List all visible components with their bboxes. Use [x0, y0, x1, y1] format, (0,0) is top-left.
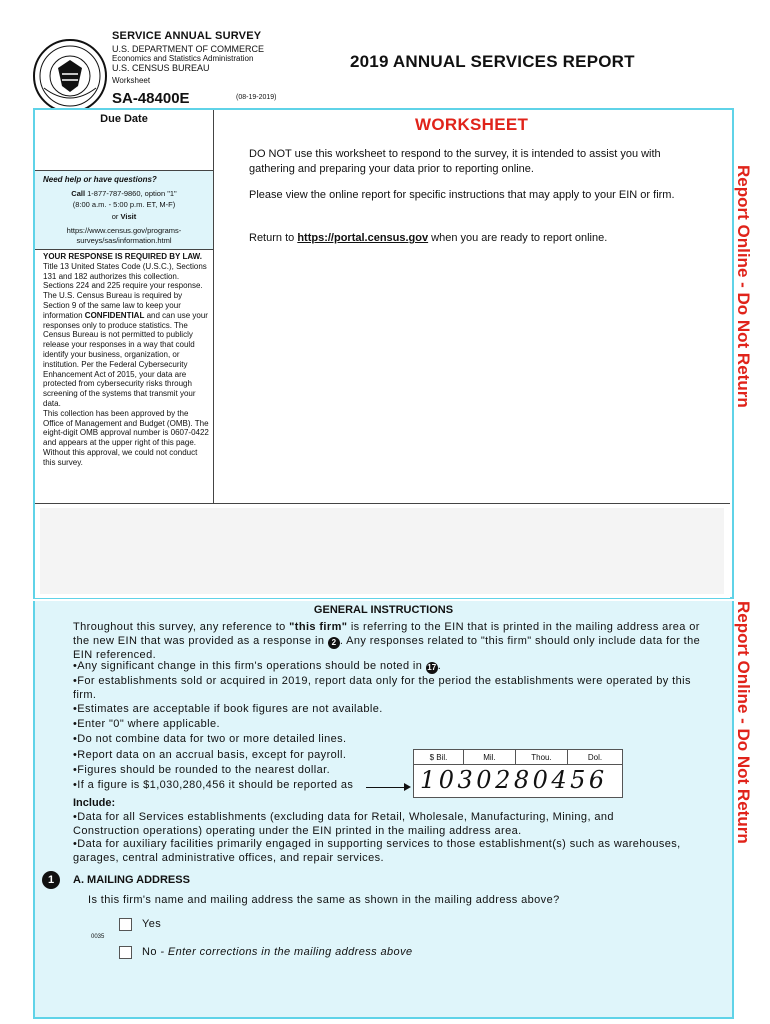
- or-text: or: [111, 212, 119, 221]
- help-url-line2: surveys/sas/information.html: [76, 236, 172, 245]
- worksheet-notice-1: DO NOT use this worksheet to respond to the survey, it is intended to assist you with gathering and preparing your data prior to reporting online.: [249, 148, 661, 175]
- bullet-sold-acquired: •For establishments sold or acquired in 2019, report data only for the period the establishments were operated by this firm.: [73, 675, 691, 701]
- mailing-address-question: Is this firm's name and mailing address the same as shown in the mailing address above?: [88, 894, 560, 906]
- revision-date: (08-19-2019): [236, 94, 277, 101]
- return-text-end: when you are ready to report online.: [428, 232, 608, 244]
- worksheet-label: Worksheet: [112, 76, 151, 85]
- visit-label: Visit: [120, 212, 137, 221]
- intro-text-2: is referring to the EIN that is printed in the mailing address area or the new EIN that was provided as a response in: [73, 621, 700, 647]
- return-text: Return to: [249, 232, 298, 244]
- bullet-change-text: •Any significant change in this firm's operations should be noted in: [73, 660, 426, 672]
- bullet-figure-example: •If a figure is $1,030,280,456 it should be reported as: [73, 779, 354, 791]
- report-title: 2019 ANNUAL SERVICES REPORT: [350, 52, 635, 71]
- worksheet-notice-2: Please view the online report for specific instructions that may apply to your EIN or firm.: [249, 189, 675, 201]
- intro-this-firm: "this firm": [289, 621, 348, 633]
- yes-checkbox[interactable]: [119, 918, 132, 931]
- help-url[interactable]: [35, 226, 213, 246]
- legal-text-3: This collection has been approved by the Office of Management and Budget (OMB). The eight-digit OMB approval number is 0607-0422 and appears at the upper right of this page. Without this approval, we could not conduct this survey.: [43, 408, 209, 467]
- bullet-accrual: •Report data on an accrual basis, except for payroll.: [73, 749, 347, 761]
- general-instructions-title: GENERAL INSTRUCTIONS: [313, 604, 454, 616]
- worksheet-title: WORKSHEET: [415, 115, 529, 134]
- worksheet-notice-3: [249, 231, 689, 246]
- help-url-line1: https://www.census.gov/programs-: [66, 226, 182, 235]
- department-seal-logo: [32, 38, 108, 114]
- instructions-intro: [73, 621, 713, 662]
- intro-text-1: Throughout this survey, any reference to: [73, 621, 290, 633]
- legal-required: YOUR RESPONSE IS REQUIRED BY LAW.: [43, 252, 202, 261]
- help-call-line: [35, 189, 213, 198]
- amount-header-thou: Thou.: [516, 750, 568, 765]
- portal-link[interactable]: https://portal.census.gov: [297, 232, 429, 244]
- form-number: SA-48400E: [112, 90, 190, 107]
- no-checkbox[interactable]: [119, 946, 132, 959]
- amount-header-dol: Dol.: [568, 750, 622, 765]
- legal-notice: [43, 252, 211, 468]
- due-date-label: Due Date: [100, 113, 148, 125]
- help-visit-line: [35, 212, 213, 221]
- legal-text-2: and can use your responses only to produce statistics. The Census Bureau is not permitted to publicly release your responses in a way that could identify your business, organization, or institution. Per the Federal Cybersecurity Enhancement Act of 2015, your data are protected from cybersecurity risks through screening of the systems that transmit your data.: [43, 310, 208, 408]
- help-hours: (8:00 a.m. - 5:00 p.m. ET, M-F): [72, 200, 176, 209]
- amount-example-box: [413, 749, 623, 798]
- bullet-round: •Figures should be rounded to the nearest dollar.: [73, 764, 331, 776]
- help-box: [35, 170, 213, 250]
- item-17-badge-icon: 17: [427, 663, 437, 672]
- call-label: Call: [71, 189, 86, 198]
- mailing-address-box: [40, 508, 724, 594]
- administration-name: Economics and Statistics Administration: [112, 54, 254, 63]
- bullet-estimates: •Estimates are acceptable if book figures are not available.: [73, 703, 383, 715]
- include-label: Include:: [73, 797, 116, 809]
- no-note: - Enter corrections in the mailing address above: [156, 946, 413, 958]
- amount-header-bil: $ Bil.: [414, 750, 464, 765]
- no-label: No: [142, 946, 157, 958]
- side-text-bottom: Report Online - Do Not Return: [734, 601, 753, 844]
- side-text-top: Report Online - Do Not Return: [734, 165, 753, 408]
- intro-text-3: . Any responses related to "this firm" should only include data for the EIN referenced.: [73, 634, 701, 661]
- yes-label: Yes: [142, 918, 162, 930]
- amount-header-mil: Mil.: [464, 750, 516, 765]
- legal-text-1: Title 13 United States Code (U.S.C.), Sections 131 and 182 authorizes this collection. Sections 224 and 225 require your response. The U.S. Census Bureau is required by Section 9 of the same law to keep your information: [43, 261, 207, 320]
- include-item-2: •Data for auxiliary facilities primarily engaged in supporting services to those establishment(s) such as warehouses, garages, central administrative offices, and repair services.: [73, 838, 681, 864]
- item-2-badge-icon: 2: [328, 637, 340, 649]
- example-arrow: [366, 787, 408, 788]
- bullet-change-end: .: [437, 660, 442, 672]
- help-question: Need help or have questions?: [43, 175, 157, 184]
- include-item-1: •Data for all Services establishments (excluding data for Retail, Wholesale, Manufacturing, Mining, and Construction operations) operating under the EIN printed in the mailing address area.: [73, 811, 614, 837]
- bullet-enter-zero: •Enter "0" where applicable.: [73, 718, 220, 730]
- department-name: U.S. DEPARTMENT OF COMMERCE: [112, 44, 265, 54]
- legal-confidential: CONFIDENTIAL: [84, 310, 145, 320]
- no-label-line: [142, 946, 412, 960]
- bullet-no-combine: •Do not combine data for two or more detailed lines.: [73, 733, 347, 745]
- amount-example-value: 1030280456: [420, 766, 608, 794]
- section-a-title: A. MAILING ADDRESS: [73, 874, 190, 886]
- arrow-right-icon: [404, 783, 411, 791]
- section-1-badge-icon: 1: [42, 871, 60, 889]
- bureau-name: U.S. CENSUS BUREAU: [112, 63, 210, 73]
- bullet-significant-change: [73, 660, 723, 674]
- item-code: 0035: [91, 934, 105, 940]
- call-number: 1-877-787-9860, option "1": [87, 189, 177, 198]
- survey-name: SERVICE ANNUAL SURVEY: [112, 30, 262, 42]
